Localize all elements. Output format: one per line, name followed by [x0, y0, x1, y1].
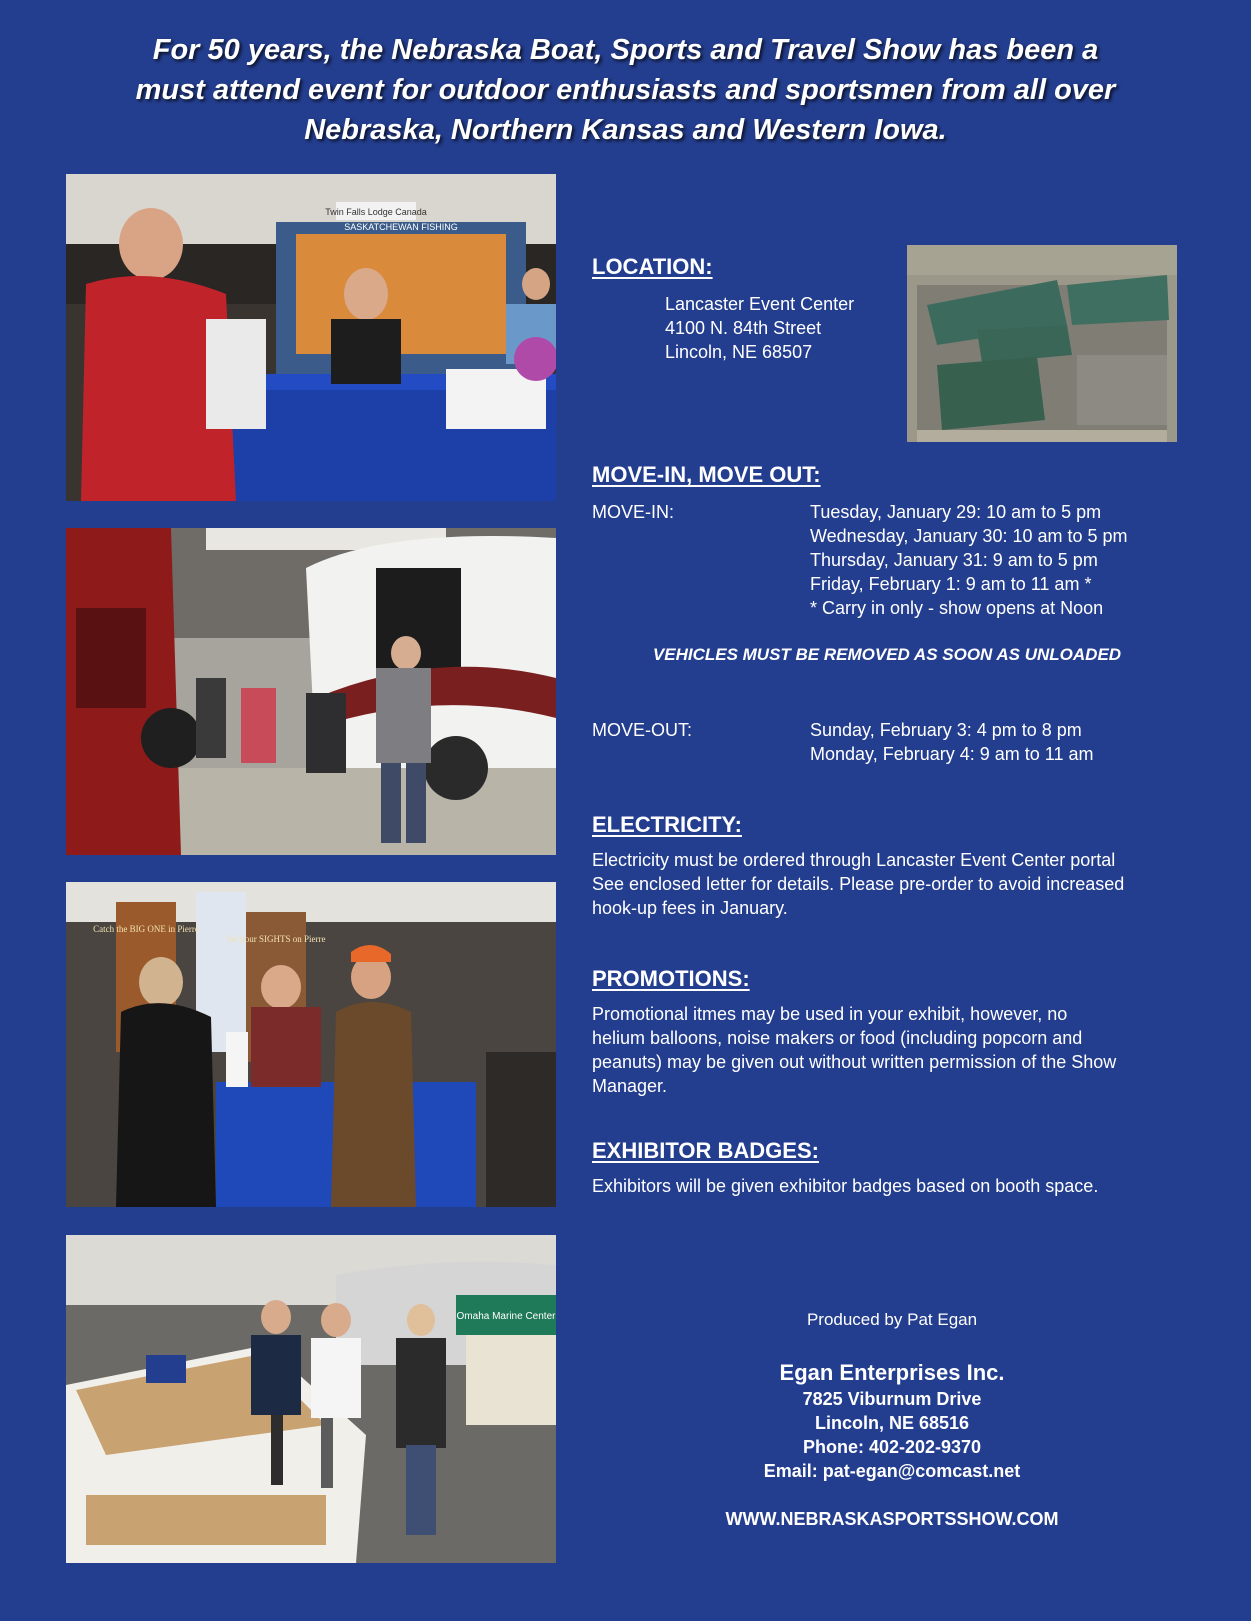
electricity-line: See enclosed letter for details. Please pre-order to avoid increased — [592, 874, 1125, 894]
location-line: Lancaster Event Center — [665, 294, 855, 314]
move-out-line: Sunday, February 3: 4 pm to 8 pm — [810, 720, 1082, 740]
badges-heading: EXHIBITOR BADGES: — [592, 1138, 819, 1163]
move-in-line: Thursday, January 31: 9 am to 5 pm — [810, 550, 1098, 570]
photo-rv-aisle — [66, 528, 556, 855]
booth-sign-text: Twin Falls Lodge Canada — [325, 207, 427, 217]
electricity-line: Electricity must be ordered through Lancaster Event Center portal — [592, 850, 1116, 870]
promotions-text — [592, 1002, 1116, 1098]
pierre-banner-1: Catch the BIG ONE in Pierre — [93, 924, 199, 934]
electricity-text — [592, 848, 1124, 920]
vehicles-notice: VEHICLES MUST BE REMOVED AS SOON AS UNLOADED — [652, 645, 1122, 664]
headline-line-2: must attend event for outdoor enthusiasts and sportsmen from all over — [135, 74, 1116, 106]
move-in-label: MOVE-IN: — [592, 502, 675, 522]
photo-aerial-event-center — [907, 245, 1177, 442]
company-email[interactable]: Email: pat-egan@comcast.net — [763, 1461, 1021, 1481]
company-address-2: Lincoln, NE 68516 — [814, 1413, 970, 1433]
badges-text: Exhibitors will be given exhibitor badges based on booth space. — [592, 1176, 1099, 1196]
move-out-schedule — [810, 718, 1093, 766]
location-address — [665, 292, 854, 364]
pierre-banner-2: Set your SIGHTS on Pierre — [226, 934, 326, 944]
promotions-line: helium balloons, noise makers or food (including popcorn and — [592, 1028, 1083, 1048]
company-phone: Phone: 402-202-9370 — [802, 1437, 982, 1457]
promotions-line: Manager. — [592, 1076, 668, 1096]
omaha-sign-text: Omaha Marine Center — [456, 1311, 556, 1322]
move-in-line: Friday, February 1: 9 am to 11 am * — [810, 574, 1092, 594]
move-out-label: MOVE-OUT: — [592, 720, 693, 740]
photo-booth-vendor — [66, 174, 556, 501]
promotions-line: peanuts) may be given out without written permission of the Show — [592, 1052, 1117, 1072]
headline — [40, 30, 1211, 150]
move-heading: MOVE-IN, MOVE OUT: — [592, 462, 821, 487]
promotions-heading: PROMOTIONS: — [592, 966, 750, 991]
electricity-line: hook-up fees in January. — [592, 898, 788, 918]
company-address-1: 7825 Viburnum Drive — [802, 1389, 982, 1409]
headline-line-3: Nebraska, Northern Kansas and Western Iowa. — [304, 114, 947, 146]
location-heading: LOCATION: — [592, 254, 713, 279]
location-line: Lincoln, NE 68507 — [665, 342, 813, 362]
move-in-line: Wednesday, January 30: 10 am to 5 pm — [810, 526, 1128, 546]
location-line: 4100 N. 84th Street — [665, 318, 822, 338]
website-link[interactable]: WWW.NEBRASKASPORTSSHOW.COM — [725, 1509, 1059, 1529]
move-in-line: * Carry in only - show opens at Noon — [810, 598, 1104, 618]
company-name: Egan Enterprises Inc. — [779, 1360, 1005, 1385]
produced-by: Produced by Pat Egan — [806, 1310, 978, 1329]
headline-line-1: For 50 years, the Nebraska Boat, Sports and Travel Show has been a — [152, 34, 1099, 66]
photo-pierre-booth — [66, 882, 556, 1207]
electricity-heading: ELECTRICITY: — [592, 812, 742, 837]
promotions-line: Promotional itmes may be used in your exhibit, however, no — [592, 1004, 1068, 1024]
move-out-line: Monday, February 4: 9 am to 11 am — [810, 744, 1094, 764]
move-in-schedule — [810, 500, 1128, 620]
booth-banner-text: SASKATCHEWAN FISHING — [344, 222, 458, 232]
move-in-line: Tuesday, January 29: 10 am to 5 pm — [810, 502, 1102, 522]
photo-boat-display — [66, 1235, 556, 1563]
